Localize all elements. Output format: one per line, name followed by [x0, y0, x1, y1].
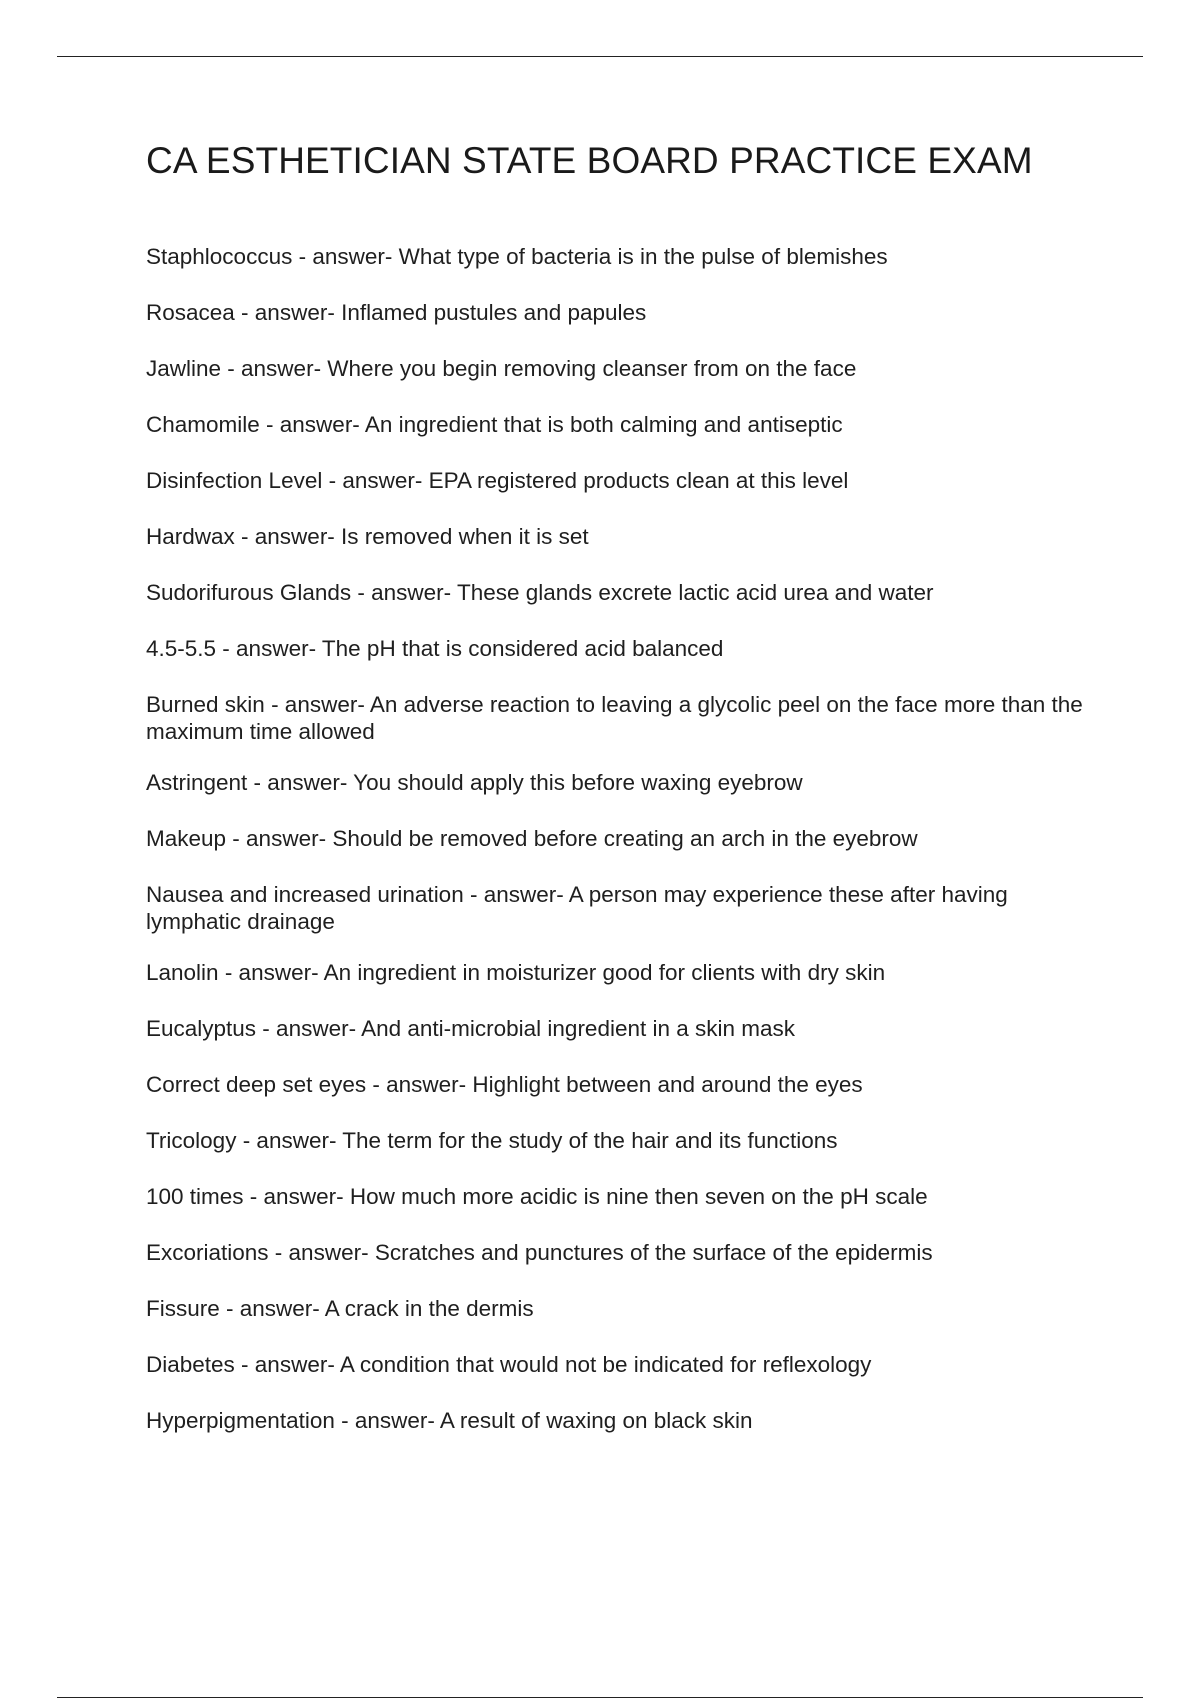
qa-item: Disinfection Level - answer- EPA registered products clean at this level: [146, 468, 849, 493]
qa-item: Fissure - answer- A crack in the dermis: [146, 1296, 534, 1321]
bottom-divider: [57, 1697, 1143, 1698]
qa-item: Eucalyptus - answer- And anti-microbial ingredient in a skin mask: [146, 1016, 796, 1041]
qa-item: Hyperpigmentation - answer- A result of waxing on black skin: [146, 1408, 753, 1433]
page-title: CA ESTHETICIAN STATE BOARD PRACTICE EXAM: [146, 140, 1033, 181]
qa-item: Chamomile - answer- An ingredient that is both calming and antiseptic: [146, 412, 843, 437]
qa-item: Hardwax - answer- Is removed when it is set: [146, 524, 589, 549]
qa-item: Staphlococcus - answer- What type of bacteria is in the pulse of blemishes: [146, 244, 888, 269]
qa-item: Diabetes - answer- A condition that would not be indicated for reflexology: [146, 1352, 872, 1377]
qa-item: Rosacea - answer- Inflamed pustules and papules: [146, 300, 647, 325]
qa-item: 100 times - answer- How much more acidic is nine then seven on the pH scale: [146, 1184, 928, 1209]
qa-item: Jawline - answer- Where you begin removing cleanser from on the face: [146, 356, 857, 381]
qa-item: Tricology - answer- The term for the study of the hair and its functions: [146, 1128, 838, 1153]
qa-item: 4.5-5.5 - answer- The pH that is considered acid balanced: [146, 636, 724, 661]
qa-item: Excoriations - answer- Scratches and punctures of the surface of the epidermis: [146, 1240, 933, 1265]
qa-item: Astringent - answer- You should apply this before waxing eyebrow: [146, 770, 803, 795]
qa-item: Correct deep set eyes - answer- Highlight between and around the eyes: [146, 1072, 863, 1097]
qa-item: Makeup - answer- Should be removed before creating an arch in the eyebrow: [146, 826, 918, 851]
qa-item: Lanolin - answer- An ingredient in moisturizer good for clients with dry skin: [146, 960, 886, 985]
qa-list: [146, 243, 1086, 1463]
qa-item: Sudorifurous Glands - answer- These glands excrete lactic acid urea and water: [146, 580, 934, 605]
qa-item: Nausea and increased urination - answer- A person may experience these after having lymphatic drainage: [146, 882, 1008, 934]
top-divider: [57, 56, 1143, 57]
qa-item: Burned skin - answer- An adverse reaction to leaving a glycolic peel on the face more than the maximum time allowed: [146, 692, 1083, 744]
